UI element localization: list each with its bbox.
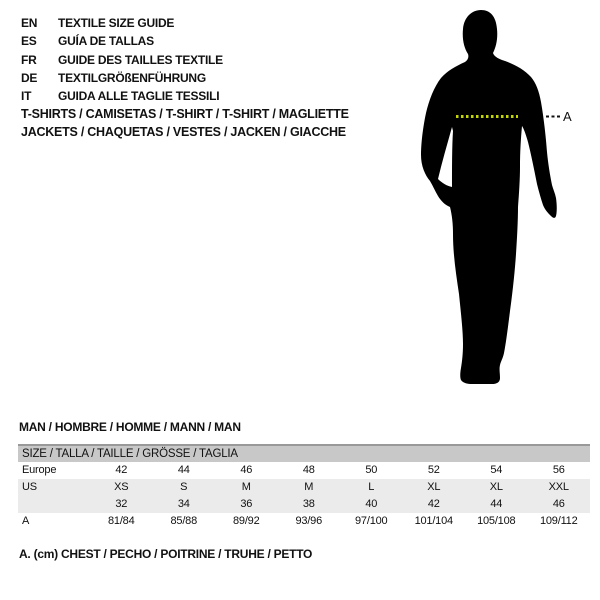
measurement-footnote: A. (cm) CHEST / PECHO / POITRINE / TRUHE / PETTO bbox=[19, 547, 313, 561]
table-cell: 42 bbox=[115, 464, 128, 476]
table-cell: 44 bbox=[177, 464, 190, 476]
garment-categories bbox=[21, 106, 349, 141]
table-cell: 36 bbox=[240, 498, 253, 510]
table-cell: 101/104 bbox=[414, 515, 453, 527]
table-cell: 97/100 bbox=[355, 515, 388, 527]
table-cell: 81/84 bbox=[107, 515, 135, 527]
size-table bbox=[18, 444, 590, 530]
language-code: ES bbox=[21, 34, 37, 49]
language-label: GUIDA ALLE TAGLIE TESSILI bbox=[58, 89, 220, 104]
language-label: TEXTILE SIZE GUIDE bbox=[58, 16, 175, 30]
table-cell: 42 bbox=[427, 498, 440, 510]
table-cell: M bbox=[241, 481, 251, 493]
table-cell: 89/92 bbox=[232, 515, 260, 527]
table-row-chest-cm bbox=[18, 513, 590, 530]
table-header: SIZE / TALLA / TAILLE / GRÖSSE / TAGLIA bbox=[18, 446, 590, 462]
table-cell: 50 bbox=[365, 464, 378, 476]
table-cell: XL bbox=[489, 481, 503, 493]
language-label: GUIDE DES TAILLES TEXTILE bbox=[58, 52, 223, 67]
category-line-jackets: JACKETS / CHAQUETAS / VESTES / JACKEN / GIACCHE bbox=[21, 124, 346, 139]
table-cell: 56 bbox=[552, 464, 565, 476]
table-row-us-letter bbox=[18, 479, 590, 496]
table-cell: 93/96 bbox=[295, 515, 323, 527]
table-cell: S bbox=[180, 481, 188, 493]
row-label: A bbox=[22, 515, 30, 527]
row-label bbox=[18, 496, 90, 513]
table-cell: M bbox=[304, 481, 314, 493]
table-cell: 40 bbox=[365, 498, 378, 510]
language-row-es bbox=[21, 32, 223, 50]
section-heading-man: MAN / HOMBRE / HOMME / MANN / MAN bbox=[19, 420, 241, 434]
language-code: IT bbox=[21, 89, 32, 104]
language-row-fr bbox=[21, 51, 223, 69]
table-cell: 46 bbox=[552, 498, 565, 510]
language-code: FR bbox=[21, 52, 37, 67]
row-label: Europe bbox=[22, 464, 57, 476]
table-cell: XL bbox=[427, 481, 441, 493]
language-row-en bbox=[21, 14, 223, 32]
category-line-tshirts: T-SHIRTS / CAMISETAS / T-SHIRT / T-SHIRT / MAGLIETTE bbox=[21, 107, 349, 121]
table-cell: 48 bbox=[302, 464, 315, 476]
table-cell: 34 bbox=[177, 498, 190, 510]
language-code: DE bbox=[21, 70, 38, 85]
man-silhouette bbox=[421, 10, 557, 384]
table-cell: 46 bbox=[240, 464, 253, 476]
table-cell: L bbox=[368, 481, 375, 493]
man-silhouette-figure bbox=[400, 0, 600, 400]
table-cell: 38 bbox=[302, 498, 315, 510]
table-cell: 105/108 bbox=[477, 515, 516, 527]
table-row-europe bbox=[18, 462, 590, 479]
table-row-us-numeric bbox=[18, 496, 590, 513]
table-cell: 54 bbox=[490, 464, 503, 476]
table-cell: 52 bbox=[427, 464, 440, 476]
table-cell: 109/112 bbox=[539, 515, 578, 527]
language-list bbox=[21, 14, 223, 105]
language-code: EN bbox=[21, 16, 38, 30]
table-cell: 85/88 bbox=[170, 515, 198, 527]
language-row-de bbox=[21, 69, 223, 87]
language-row-it bbox=[21, 87, 223, 105]
language-label: TEXTILGRÖßENFÜHRUNG bbox=[58, 70, 206, 85]
chest-measure-label: A bbox=[563, 109, 572, 124]
table-cell: XXL bbox=[548, 481, 569, 493]
language-label: GUÍA DE TALLAS bbox=[58, 34, 154, 49]
table-cell: 32 bbox=[115, 498, 128, 510]
row-label: US bbox=[22, 481, 37, 493]
table-cell: 44 bbox=[490, 498, 503, 510]
table-cell: XS bbox=[114, 481, 129, 493]
